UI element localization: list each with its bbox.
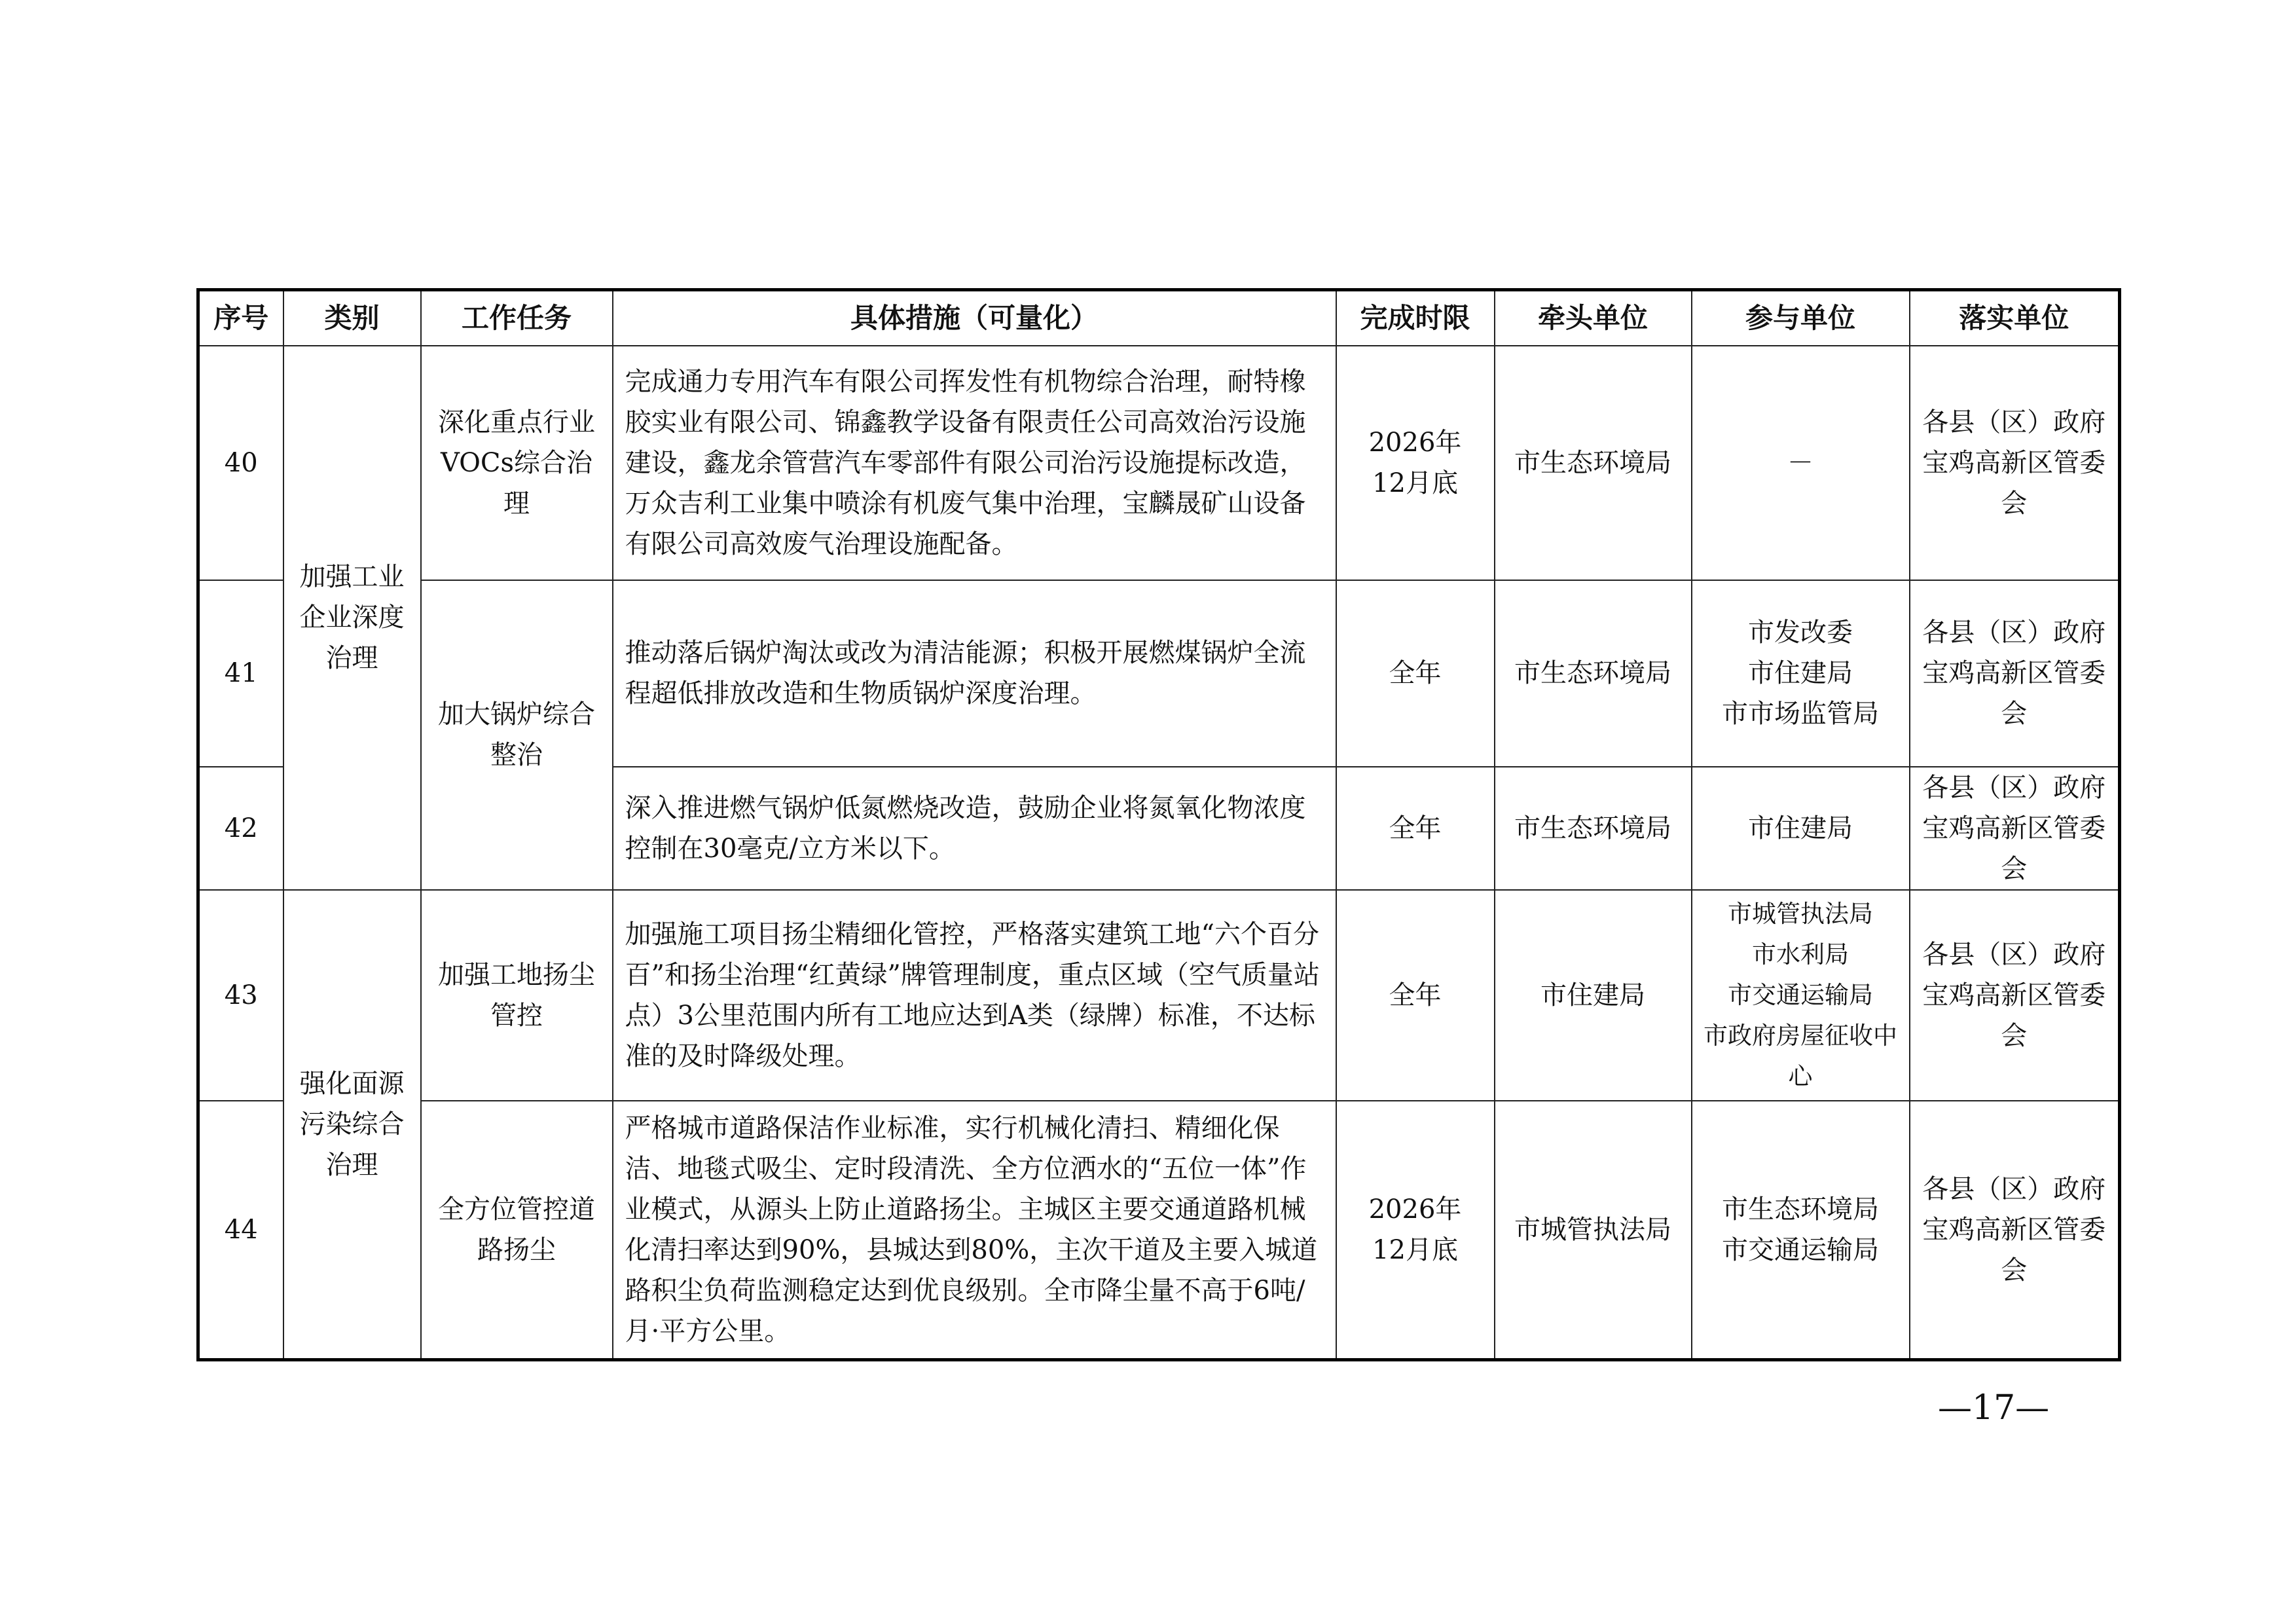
page-number: —17— [1938, 1388, 2050, 1428]
header-implementing-units: 落实单位 [1910, 290, 2120, 346]
task-cell: 加大锅炉综合整治 [421, 580, 613, 890]
implementers-cell: 各县（区）政府 宝鸡高新区管委会 [1910, 1101, 2120, 1360]
lead-unit-cell: 市生态环境局 [1495, 580, 1692, 767]
work-plan-table [196, 288, 2121, 1361]
row-number: 40 [198, 346, 283, 580]
row-number: 44 [198, 1101, 283, 1360]
measure-cell: 推动落后锅炉淘汰或改为清洁能源；积极开展燃煤锅炉全流程超低排放改造和生物质锅炉深度治理。 [613, 580, 1336, 767]
table-header-row [198, 290, 2120, 346]
header-participating-units: 参与单位 [1692, 290, 1910, 346]
implementers-cell: 各县（区）政府 宝鸡高新区管委会 [1910, 580, 2120, 767]
deadline-cell: 2026年 12月底 [1336, 346, 1495, 580]
task-cell: 深化重点行业VOCs综合治理 [421, 346, 613, 580]
header-lead-unit: 牵头单位 [1495, 290, 1692, 346]
header-measures: 具体措施（可量化） [613, 290, 1336, 346]
implementers-cell: 各县（区）政府 宝鸡高新区管委会 [1910, 890, 2120, 1101]
measure-cell: 严格城市道路保洁作业标准，实行机械化清扫、精细化保洁、地毯式吸尘、定时段清洗、全方位洒水的“五位一体”作业模式，从源头上防止道路扬尘。主城区主要交通道路机械化清扫率达到90%，县城达到80%，主次干道及主要入城道路积尘负荷监测稳定达到优良级别。全市降尘量不高于6吨/月·平方公里。 [613, 1101, 1336, 1360]
deadline-cell: 2026年 12月底 [1336, 1101, 1495, 1360]
participants-cell: 市住建局 [1692, 767, 1910, 890]
header-number: 序号 [198, 290, 283, 346]
participants-cell: 市城管执法局 市水利局 市交通运输局 市政府房屋征收中心 [1692, 890, 1910, 1101]
implementers-cell: 各县（区）政府 宝鸡高新区管委会 [1910, 346, 2120, 580]
row-number: 41 [198, 580, 283, 767]
lead-unit-cell: 市生态环境局 [1495, 346, 1692, 580]
row-number: 42 [198, 767, 283, 890]
deadline-cell: 全年 [1336, 580, 1495, 767]
header-task: 工作任务 [421, 290, 613, 346]
deadline-cell: 全年 [1336, 767, 1495, 890]
implementers-cell: 各县（区）政府 宝鸡高新区管委会 [1910, 767, 2120, 890]
measure-cell: 深入推进燃气锅炉低氮燃烧改造，鼓励企业将氮氧化物浓度控制在30毫克/立方米以下。 [613, 767, 1336, 890]
lead-unit-cell: 市住建局 [1495, 890, 1692, 1101]
table-row [198, 1101, 2120, 1360]
header-category: 类别 [283, 290, 421, 346]
measure-cell: 加强施工项目扬尘精细化管控，严格落实建筑工地“六个百分百”和扬尘治理“红黄绿”牌管理制度，重点区域（空气质量站点）3公里范围内所有工地应达到A类（绿牌）标准，不达标准的及时降级处理。 [613, 890, 1336, 1101]
category-cell: 加强工业企业深度治理 [283, 346, 421, 890]
table-row [198, 890, 2120, 1101]
lead-unit-cell: 市生态环境局 [1495, 767, 1692, 890]
task-cell: 全方位管控道路扬尘 [421, 1101, 613, 1360]
participants-cell: 市发改委 市住建局 市市场监管局 [1692, 580, 1910, 767]
table-row [198, 346, 2120, 580]
task-cell: 加强工地扬尘管控 [421, 890, 613, 1101]
row-number: 43 [198, 890, 283, 1101]
deadline-cell: 全年 [1336, 890, 1495, 1101]
category-cell: 强化面源污染综合治理 [283, 890, 421, 1360]
table-row [198, 580, 2120, 767]
measure-cell: 完成通力专用汽车有限公司挥发性有机物综合治理，耐特橡胶实业有限公司、锦鑫教学设备有限责任公司高效治污设施建设，鑫龙余管营汽车零部件有限公司治污设施提标改造，万众吉利工业集中喷涂有机废气集中治理，宝麟晟矿山设备有限公司高效废气治理设施配备。 [613, 346, 1336, 580]
header-deadline: 完成时限 [1336, 290, 1495, 346]
participants-cell: 市生态环境局 市交通运输局 [1692, 1101, 1910, 1360]
participants-cell: － [1692, 346, 1910, 580]
lead-unit-cell: 市城管执法局 [1495, 1101, 1692, 1360]
